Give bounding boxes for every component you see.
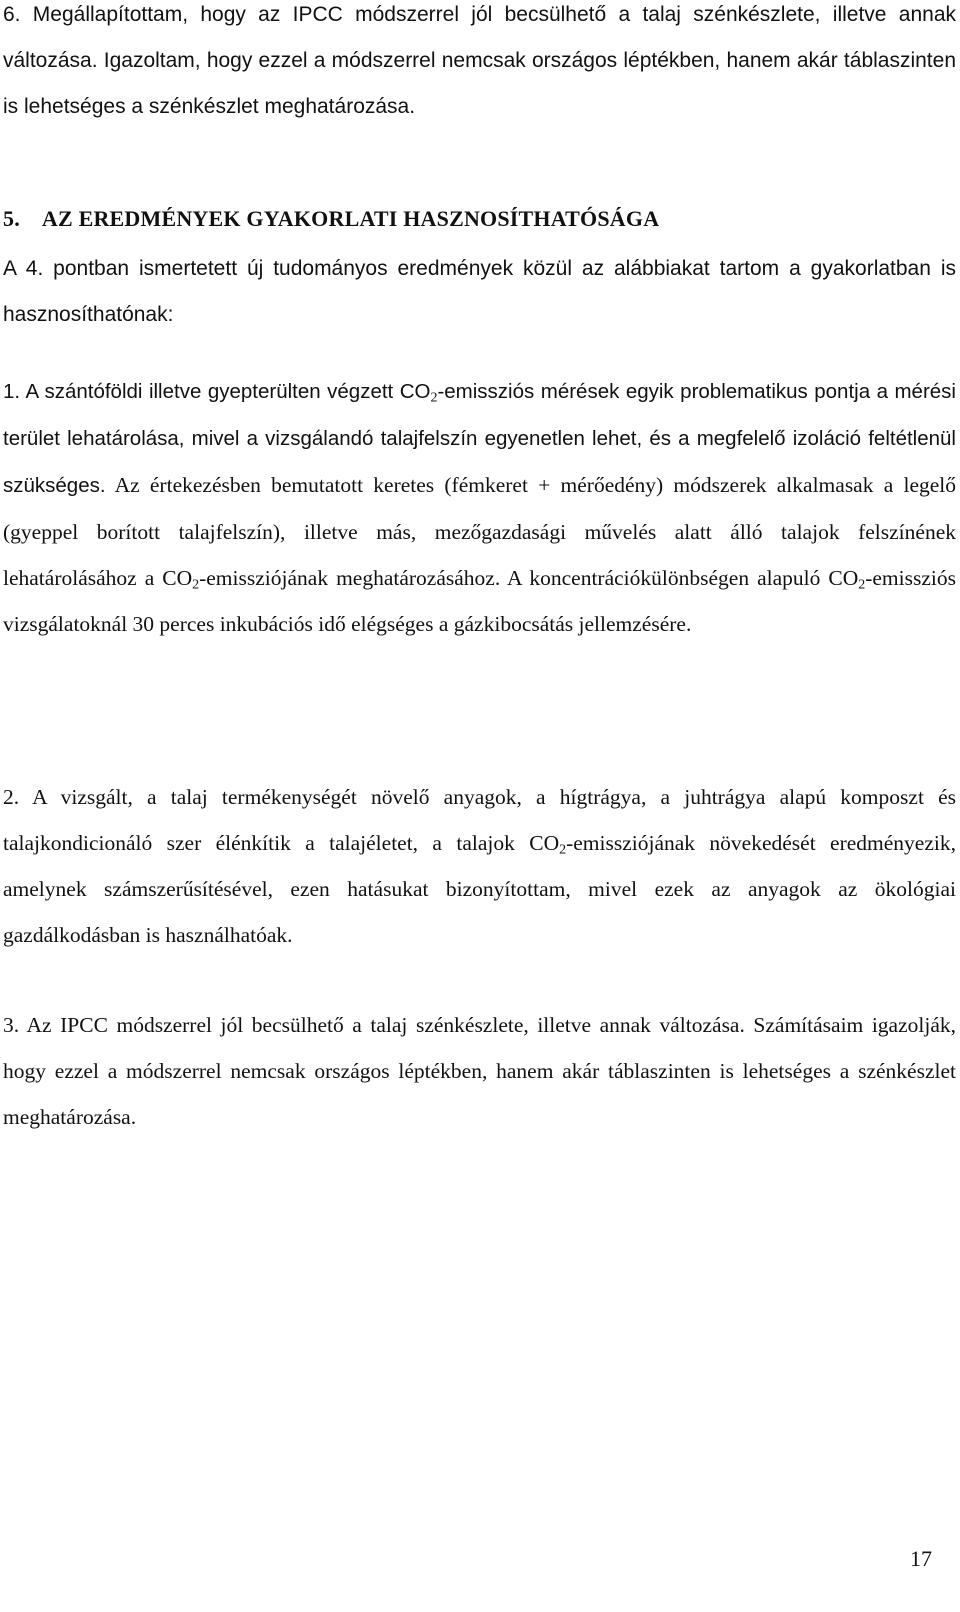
item-1-text-a: 1. A szántóföldi illetve gyepterülten végzett CO xyxy=(3,380,431,403)
item-2-subscript: 2 xyxy=(559,842,567,858)
section-title: AZ EREDMÉNYEK GYAKORLATI HASZNOSÍTHATÓSÁGA xyxy=(41,206,660,231)
item-2-paragraph xyxy=(3,774,956,958)
item-1-subscript-a: 2 xyxy=(430,390,438,406)
page-number: 17 xyxy=(910,1546,932,1571)
section-heading xyxy=(3,196,659,242)
item-1-text-b: -emissziós mérések egyik problematikus pontja a mérési terület lehatárolása, mivel a vizsgálandó talajfelszín egyenetlen lehet, és a megfelelő izoláció feltétlenül szükséges. xyxy=(3,380,956,497)
item-1-paragraph xyxy=(3,368,956,647)
section-number: 5. xyxy=(3,206,20,231)
item-1-text-d: -emissziójának meghatározásához. A koncentrációkülönbségen alapuló CO xyxy=(199,566,859,590)
item-1-subscript-c: 2 xyxy=(858,577,866,593)
item-3-paragraph: 3. Az IPCC módszerrel jól becsülhető a talaj szénkészlete, illetve annak változása. Számításaim igazolják, hogy ezzel a módszerrel nemcsak országos léptékben, hanem akár táblaszinten is lehetséges a szénkészlet meghatározása. xyxy=(3,1013,956,1129)
item-2-text-b: -emissziójának növekedését eredményezik, amelynek számszerűsítésével, ezen hatásukat bizonyítottam, mivel ezek az anyagok az ökológiai gazdálkodásban is használhatóak. xyxy=(3,831,956,947)
continuation-paragraph: 6. Megállapítottam, hogy az IPCC módszerrel jól becsülhető a talaj szénkészlete, illetve annak változása. Igazoltam, hogy ezzel a módszerrel nemcsak országos léptékben, hanem akár táblaszinten is lehetséges a szénkészlet meghatározása. xyxy=(3,3,956,118)
item-1-text-e: -emissziós vizsgálatoknál 30 perces inkubációs idő elégséges a gázkibocsátás jellemzésére. xyxy=(3,566,956,636)
item-2-text-a: 2. A vizsgált, a talaj termékenységét növelő anyagok, a hígtrágya, a juhtrágya alapú komposzt és talajkondicionáló szer élénkítik a talajéletet, a talajok CO xyxy=(3,785,956,855)
item-1-subscript-b: 2 xyxy=(192,577,200,593)
intro-paragraph: A 4. pontban ismertetett új tudományos eredmények közül az alábbiakat tartom a gyakorlatban is hasznosíthatónak: xyxy=(3,257,956,326)
item-1-text-c: Az értekezésben bemutatott keretes (fémkeret + mérőedény) módszerek alkalmasak a legelő (gyeppel borított talajfelszín), illetve más, mezőgazdasági művelés alatt álló talajok felszínének lehatárolásához a CO xyxy=(3,473,956,590)
